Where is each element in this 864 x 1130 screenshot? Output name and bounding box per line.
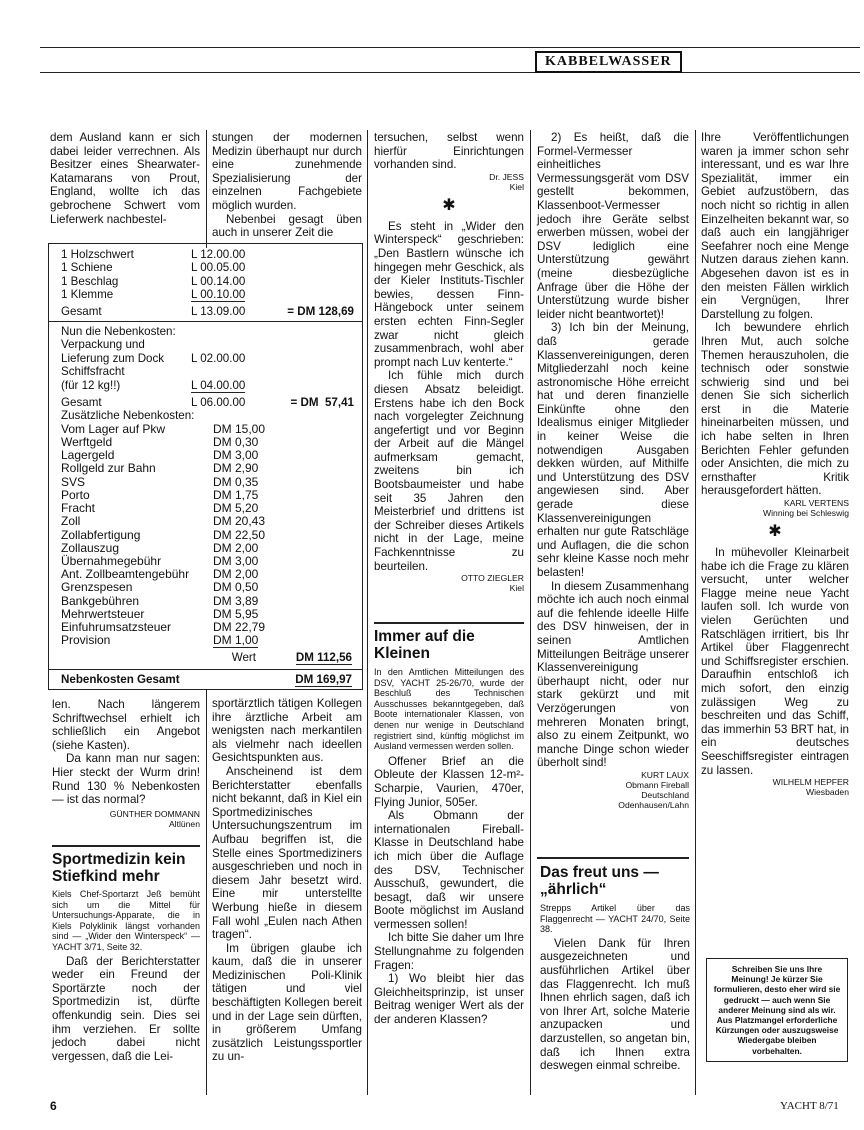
cost-label: Lagergeld: [61, 448, 115, 463]
paragraph: sportärztlich tätigen Kollegen ihre ärztliche Arbeit am wenigsten nach merkantilen als vielmehr nach ideellen Gesichtspunkten aus.: [212, 697, 362, 765]
signature-name: WILHELM HEPFER: [772, 777, 849, 788]
table-row-total: Wert DM 112,56: [231, 651, 352, 665]
table-row: (für 12 kg!!) L 04.00.00: [61, 378, 246, 392]
article-das-freut-uns: [540, 864, 690, 1073]
paragraph: Als Obmann der internationalen Fireball-Klasse in Deutschland habe ich mich über die Auflage des DSV, Technischer Ausschuß, gewundert, die besagt, daß wir unsere Boote möglichst im Ausland vermessen sollen!: [374, 809, 524, 931]
table-row: Nun die Nebenkosten:: [61, 325, 176, 339]
paragraph: tersuchen, selbst wenn hierfür Einrichtungen vorhanden sind.: [374, 131, 524, 172]
column-3: [374, 131, 524, 593]
paragraph: Im übrigen glaube ich kaum, daß die in unserer Medizinischen Poli-Klinik tätigen und viel beschäftigten Kollegen bereit und in der Lage sein dürften, in größerem Umfang zusätzlich Leistungssportler zu un-: [212, 941, 362, 1064]
table-row: [61, 502, 354, 515]
signature-place: Kiel: [509, 583, 524, 594]
column-divider: [695, 130, 696, 1095]
paragraph: Ich bitte Sie daher um Ihre Stellungnahme zu folgenden Fragen:: [374, 931, 524, 972]
table-row-total: Gesamt L 13.09.00 = DM 128,69: [61, 304, 354, 318]
cost-label: Fracht: [61, 501, 96, 516]
cost-amount: DM 3,00: [213, 553, 259, 568]
paragraph: In diesem Zusammenhang möchte ich auch noch einmal auf die fehlende ideelle Hilfe des DSV hinweisen, der in seinen Amtlichen Mitteilungen Beiträge unserer Klassenvereinigung überhaupt nicht, oder nur stark gekürzt und mit Verzögerungen von mehreren Monaten bringt, also zu einem Zeitpunkt, wo manche Dinge schon wieder überholt sind!: [537, 579, 689, 770]
table-row: [61, 634, 354, 648]
column-4: [537, 131, 689, 810]
cost-amount: DM 5,20: [213, 501, 259, 516]
cost-label: Übernahmegebühr: [61, 553, 162, 568]
cost-amount: DM 2,90: [213, 461, 259, 476]
table-row: 1 Klemme L 00.10.00: [61, 288, 246, 302]
table-row: Lieferung zum Dock L 02.00.00: [61, 351, 246, 365]
article-lead: Kiels Chef-Sportarzt Jeß bemüht sich um die Mittel für Untersuchungs-Apparate, die in Kiels Polyklinik längst vorhanden sind — „Wider den Winterspeck“ — YACHT 3/71, Seite 32.: [52, 889, 200, 952]
table-row: 1 Schiene L 00.05.00: [61, 261, 246, 275]
paragraph: Da kann man nur sagen: Hier steckt der Wurm drin! Rund 130 % Nebenkosten — ist das normal?: [52, 752, 200, 807]
cost-label: Grenzspesen: [61, 580, 133, 595]
table-row: [61, 529, 354, 542]
cost-box: [48, 243, 363, 687]
article-immer-auf-die-kleinen: [374, 628, 524, 1027]
cost-amount: DM 22,50: [213, 527, 266, 542]
signature-place: Altlünen: [168, 818, 200, 829]
signature-name: OTTO ZIEGLER: [461, 573, 524, 584]
signature-line: Obmann Fireball: [625, 779, 689, 790]
section-rule: [52, 845, 200, 847]
cost-label: Zollabfertigung: [61, 527, 141, 542]
signature-name: GÜNTHER DOMMANN: [109, 808, 200, 819]
paragraph: Vielen Dank für Ihren ausgezeichneten und ausführlichen Artikel über das Flaggenrecht. Ich muß Ihnen ehrlich sagen, daß ich von Ihrer Art, solche Materie anzupacken und darzustellen, so angetan bin, daß ich Ihnen extra deswegen einmal schreibe.: [540, 936, 690, 1073]
cost-table-items: [61, 248, 354, 318]
cost-label: Rollgeld zur Bahn: [61, 461, 156, 476]
cost-amount: DM 15,00: [213, 421, 266, 436]
cost-amount: DM 22,79: [213, 619, 266, 634]
paragraph: stungen der modernen Medizin überhaupt nur durch eine zunehmende Spezialisierung der einzelnen Fachgebiete möglich wurden.: [212, 131, 362, 212]
paragraph: 2) Es heißt, daß die Formel-Vermesser einheitliches Vermessungsgerät vom DSV gestellt bekommen, Klassenboot-Vermesser jedoch ihre Geräte selbst erwerben müssen, wobei der DSV lediglich eine Unterstützung gewährt (meine diesbezügliche Anfrage über die Höhe der Unterstützung wurde bisher leider nicht beantwortet)!: [537, 131, 689, 321]
table-row: [61, 542, 354, 555]
cost-label: Bankgebühren: [61, 593, 140, 608]
column-5: [701, 131, 849, 797]
star-separator-icon: ✱: [768, 523, 782, 541]
table-row: Schiffsfracht: [61, 365, 125, 379]
signature-place: Winning bei Schleswig: [763, 508, 849, 519]
table-row: 1 Holzschwert L 12.00.00: [61, 248, 246, 261]
cost-box-section-3: [48, 670, 363, 690]
signature-place: Kiel: [509, 181, 524, 192]
signature-name: KARL VERTENS: [784, 498, 849, 509]
paragraph: Offener Brief an die Obleute der Klassen 12-m²-Scharpie, Vaurien, 470er, Flying Junior, 505er.: [374, 754, 524, 809]
table-row: [61, 515, 354, 528]
table-row: [61, 595, 354, 608]
table-row: [61, 581, 354, 594]
info-box: Schreiben Sie uns Ihre Meinung! Je kürzer Sie formulieren, desto eher wird sie gedruckt — auch wenn Sie anderer Meinung sind als wir. Aus Platzmangel erforderliche Kürzungen oder auszugsweise Wiedergabe bleiben vorbehalten.: [706, 958, 848, 1062]
article-headline: Immer auf die Kleinen: [374, 628, 475, 662]
column-divider: [367, 130, 368, 1095]
column-divider: [206, 130, 207, 248]
signature-place: Odenhausen/Lahn: [618, 799, 689, 810]
paragraph: dem Ausland kann er sich dabei leider verrechnen. Als Besitzer eines Shearwater-Katamarans von Prout, England, wollte ich das gebrochene Schwert vom Lieferwerk nachbestel-: [50, 131, 200, 226]
table-row-total: Gesamt L 06.00.00 = DM 57,41: [61, 396, 354, 410]
paragraph: 1) Wo bleibt hier das Gleichheitsprinzip, ist unser Beitrag weniger Wert als der der anderen Klassen?: [374, 972, 524, 1027]
page-number: 6: [50, 1099, 57, 1113]
cost-label: Provision: [61, 633, 111, 648]
paragraph: Ihre Veröffentlichungen waren ja immer schon sehr interessant, und es war Ihre Spezialität, immer ein Gebiet aufzustöbern, das noch nicht so richtig in allen Einzelheiten bekannt war, so daß auch ein langjähriger Seefahrer noch eine Menge Nutzen daraus ziehen kann. Abgesehen davon ist es in den meisten Fällen wirklich ein Vergnügen, Ihrer Darstellung zu folgen.: [701, 131, 849, 321]
cost-amount: DM 3,89: [213, 593, 259, 608]
paragraph: In mühevoller Kleinarbeit habe ich die Frage zu klären versucht, unter welcher Flagge meine neue Yacht laufen soll. Ich wurde von vielen Gerüchten und Ratschlägen irritiert, bis Ihr Artikel über Flaggenrecht und Schiffsregister erschien. Daraufhin entschloß ich mich sofort, den einzig zulässigen Weg zu beschreiten und das Schiff, das immerhin 53 BRT hat, in ein deutsches Seeschiffsregister eintragen zu lassen.: [701, 546, 849, 777]
section-rule: [537, 857, 689, 859]
article-sportmedizin: [52, 851, 200, 1063]
masthead: KABBELWASSER: [535, 51, 682, 73]
letter-jess-middle: [212, 697, 362, 1064]
cost-box-section-1: [48, 243, 363, 322]
cost-label: Einfuhrumsatzsteuer: [61, 619, 172, 634]
article-headline: Das freut uns — „ährlich“: [540, 864, 659, 898]
cost-box-section-2: [48, 322, 363, 670]
cost-label: Ant. Zollbeamtengebühr: [61, 567, 190, 582]
paragraph: Es steht in „Wider den Winterspeck“ geschrieben: „Den Bastlern wünsche ich hingegen mehr Geschick, als der Kieler Instituts-Tischler bewies, dessen Finn-Hängebock unter seinem ersten echten Finn-Segler zwar nicht gleich zusammenbrach, wohl aber prompt nach Luv kenterte.“: [374, 219, 524, 369]
cost-label: Porto: [61, 487, 90, 502]
cost-label: Vom Lager auf Pkw: [61, 421, 166, 436]
article-lead: In den Amtlichen Mitteilungen des DSV, YACHT 25-26/70, wurde der Beschluß des Technischen Ausschusses bekanntgegeben, daß Boote internationaler Klassen, von denen nur wenige in Deutschland registriert sind, künftig möglichst im Ausland vermessen werden sollen.: [374, 667, 524, 752]
column-divider: [206, 690, 207, 1095]
header-rule-2: [40, 72, 860, 73]
table-row: [61, 608, 354, 621]
cost-amount: DM 3,00: [213, 448, 259, 463]
cost-amount: DM 5,95: [213, 606, 259, 621]
cost-amount: DM 0,30: [213, 435, 259, 450]
table-row: 1 Beschlag L 00.14.00: [61, 274, 246, 288]
signature-place: Wiesbaden: [806, 787, 849, 798]
cost-amount: DM 1,00: [213, 633, 259, 648]
star-separator-icon: ✱: [442, 196, 456, 214]
signature-name: Dr. JESS: [489, 171, 524, 182]
cost-table-nebenkosten: [61, 325, 354, 423]
article-lead: Strepps Artikel über das Flaggenrecht — YACHT 24/70, Seite 38.: [540, 903, 690, 935]
cost-table-wert: [61, 651, 354, 664]
signature-name: KURT LAUX: [641, 769, 689, 780]
letter-dommann-start: [50, 131, 200, 226]
paragraph: Ich fühle mich durch diesen Absatz beleidigt. Erstens habe ich den Bock nach vorgelegter Zeichnung angefertigt und vor Beginn der Arbeit auf die Mängel aufmerksam gemacht, zweitens bin ich Bootsbaumeister und habe seit 35 Jahren den Meisterbrief und drittens ist der Schreiber dieses Artikels nicht in der Lage, meine Fachkenntnisse zu beurteilen.: [374, 369, 524, 573]
issue-label: YACHT 8/71: [780, 1100, 839, 1112]
paragraph: Anscheinend ist dem Berichterstatter ebenfalls nicht bekannt, daß in Kiel ein Sportmedizinisches Untersuchungszentrum im Aufbau begriffen ist, die Stelle eines Sportmediziners ausgeschrieben und noch in diesem Jahr besetzt wird. Eine mir unterstellte Werbung hieße in diesem Fall wohl „Eulen nach Athen tragen“.: [212, 764, 362, 942]
table-row-total: Nebenkosten Gesamt DM 169,97: [61, 672, 352, 686]
signature-line: Deutschland: [641, 789, 689, 800]
cost-label: SVS: [61, 474, 86, 489]
cost-label: Zoll: [61, 514, 81, 529]
header-rule: [40, 47, 860, 48]
cost-label: Zollauszug: [61, 540, 120, 555]
paragraph: Nebenbei gesagt üben auch in unserer Zeit die: [212, 212, 362, 240]
paragraph: 3) Ich bin der Meinung, daß gerade Klassenvereinigungen, deren Mitgliederzahl noch keine astronomische Höhe erreicht hat und deren finanzielle Einkünfte ohne den Idealismus einiger Mitglieder in keiner Weise die notwendigen Ausgaben dekken würden, auf Mithilfe und Unterstützung des DSV angewiesen sind. Aber gerade diese Klassenvereinigungen erhalten nur gute Ratschläge und Auflagen, die die schon sehr kleine Kasse noch mehr belasten!: [537, 321, 689, 579]
paragraph: len. Nach längerem Schriftwechsel erhielt ich schließlich ein Angebot (siehe Kasten).: [52, 698, 200, 752]
table-row: Verpackung und: [61, 338, 145, 352]
cost-amount: DM 20,43: [213, 514, 266, 529]
cost-amount: DM 0,50: [213, 580, 259, 595]
letter-jess-continued: [212, 131, 362, 240]
cost-table-grand: [61, 673, 354, 686]
letter-dommann-end: [52, 698, 200, 829]
table-row: [61, 489, 354, 502]
section-rule: [374, 622, 524, 624]
column-divider: [530, 130, 531, 1095]
cost-amount: DM 0,35: [213, 474, 259, 489]
paragraph: Ich bewundere ehrlich Ihren Mut, auch solche Themen herauszuholen, die technisch oder sonstwie schwierig sind und bei denen Sie sich sicherlich erst in die Materie hineinarbeiten müssen, und ich habe selten in Ihren Berichten Fehler gefunden oder Ansichten, die mich zu ernsthafter Kritik herausgefordert hätten.: [701, 321, 849, 498]
cost-amount: DM 1,75: [213, 487, 259, 502]
cost-label: Mehrwertsteuer: [61, 606, 145, 621]
cost-amount: DM 2,00: [213, 567, 259, 582]
table-row: [61, 462, 354, 475]
table-row: Zusätzliche Nebenkosten:: [61, 409, 195, 423]
cost-label: Werftgeld: [61, 435, 113, 450]
cost-table-extras: [61, 423, 354, 648]
paragraph: Daß der Berichterstatter weder ein Freund der Sportärzte noch der Sportmedizin ist, dürfte offenkundig sein. Dies sei ihm verziehen. Er sollte jedoch dabei nicht vergessen, daß die Lei-: [52, 954, 200, 1063]
article-headline: Sportmedizin kein Stiefkind mehr: [52, 851, 186, 885]
cost-amount: DM 2,00: [213, 540, 259, 555]
table-row: [61, 476, 354, 489]
